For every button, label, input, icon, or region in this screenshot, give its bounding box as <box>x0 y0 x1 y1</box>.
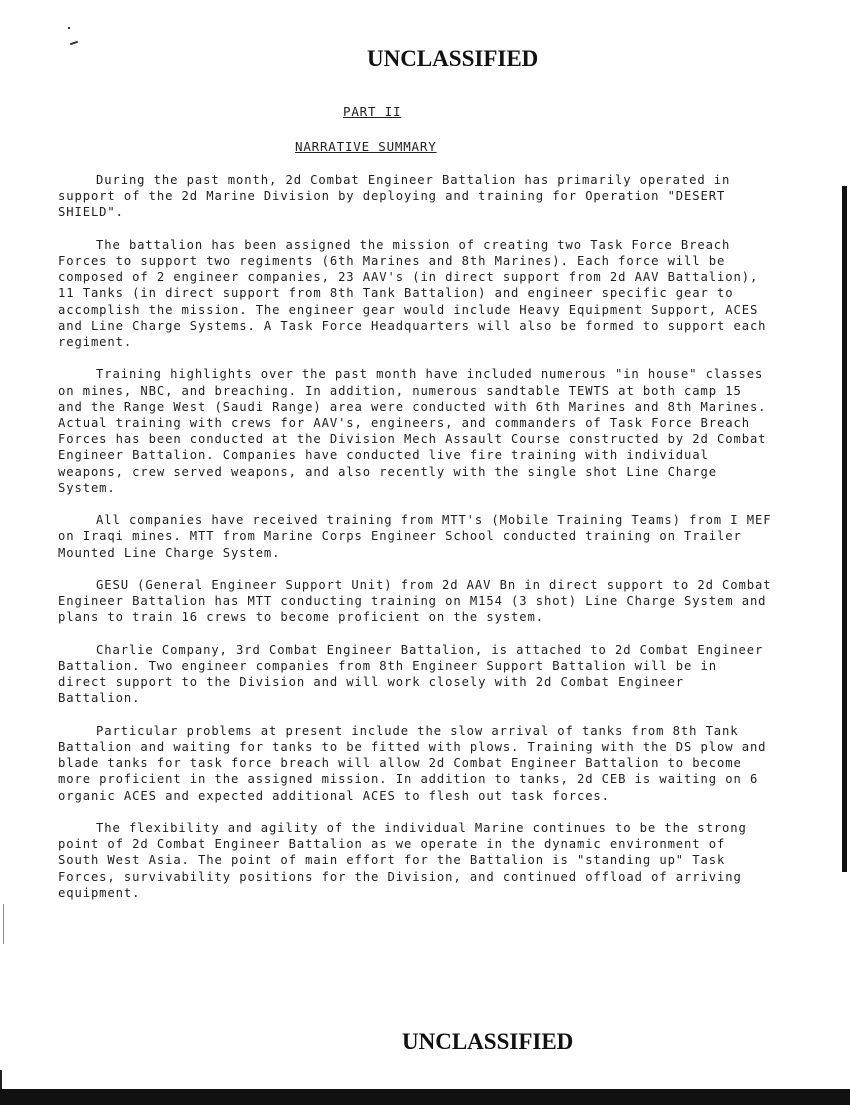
paragraph: GESU (General Engineer Support Unit) from 2d AAV Bn in direct support to 2d Combat Engineer Battalion has MTT conducting training on M154 (3 shot) Line Charge System and plans to train 16 crews to become proficient on the system. <box>58 578 772 625</box>
paragraph: The flexibility and agility of the individual Marine continues to be the strong point of 2d Combat Engineer Battalion as we operate in the dynamic environment of South West Asia. The point of main effort for the Battalion is "standing up" Task Forces, survivability positions for the Division, and continued offload of arriving equipment. <box>58 821 747 900</box>
paragraph: The battalion has been assigned the mission of creating two Task Force Breach Forces to support two regiments (6th Marines and 8th Marines). Each force will be composed of 2 engineer companies, 23 AAV's (in direct support from 2d AAV Battalion), 11 Tanks (in direct support from 8th Tank Battalion) and engineer specific gear to accomplish the mission. The engineer gear would include Heavy Equipment Support, ACES and Line Charge Systems. A Task Force Headquarters will also be formed to support each regiment. <box>58 237 767 350</box>
paragraph: All companies have received training from MTT's (Mobile Training Teams) from I MEF on Iraqi mines. MTT from Marine Corps Engineer School conducted training on Trailer Mounted Line Charge System. <box>58 513 772 560</box>
part-heading: PART II <box>343 104 402 119</box>
scan-edge-mark <box>3 904 4 944</box>
paragraph: During the past month, 2d Combat Engineer Battalion has primarily operated in support of the 2d Marine Division by deploying and training for Operation "DESERT SHIELD". <box>58 173 731 220</box>
narrative-body <box>58 172 774 917</box>
section-title: NARRATIVE SUMMARY <box>295 139 437 154</box>
classification-footer: UNCLASSIFIED <box>402 1029 574 1054</box>
scan-edge-bottom <box>0 1089 850 1105</box>
classification-header: UNCLASSIFIED <box>367 46 539 71</box>
scan-edge-right <box>842 186 847 872</box>
paragraph: Particular problems at present include the slow arrival of tanks from 8th Tank Battalion and waiting for tanks to be fitted with plows. Training with the DS plow and blade tanks for task force breach will allow 2d Combat Engineer Battalion to become more proficient in the assigned mission. In addition to tanks, 2d CEB is waiting on 6 organic ACES and expected additional ACES to flesh out task forces. <box>58 723 767 803</box>
paragraph: Charlie Company, 3rd Combat Engineer Battalion, is attached to 2d Combat Engineer Battalion. Two engineer companies from 8th Engineer Support Battalion will be in direct support to the Division and will work closely with 2d Combat Engineer Battalion. <box>58 642 764 706</box>
scan-mark <box>70 41 78 46</box>
paragraph: Training highlights over the past month have included numerous "in house" classes on mines, NBC, and breaching. In addition, numerous sandtable TEWTS at both camp 15 and the Range West (Saudi Range) area were conducted with 6th Marines and 8th Marines. Actual training with crews for AAV's, engineers, and commanders of Task Force Breach Forces has been conducted at the Division Mech Assault Course constructed by 2d Combat Engineer Battalion. Companies have conducted live fire training with individual weapons, crew served weapons, and also recently with the single shot Line Charge System. <box>58 367 767 495</box>
scan-speck <box>68 27 70 29</box>
